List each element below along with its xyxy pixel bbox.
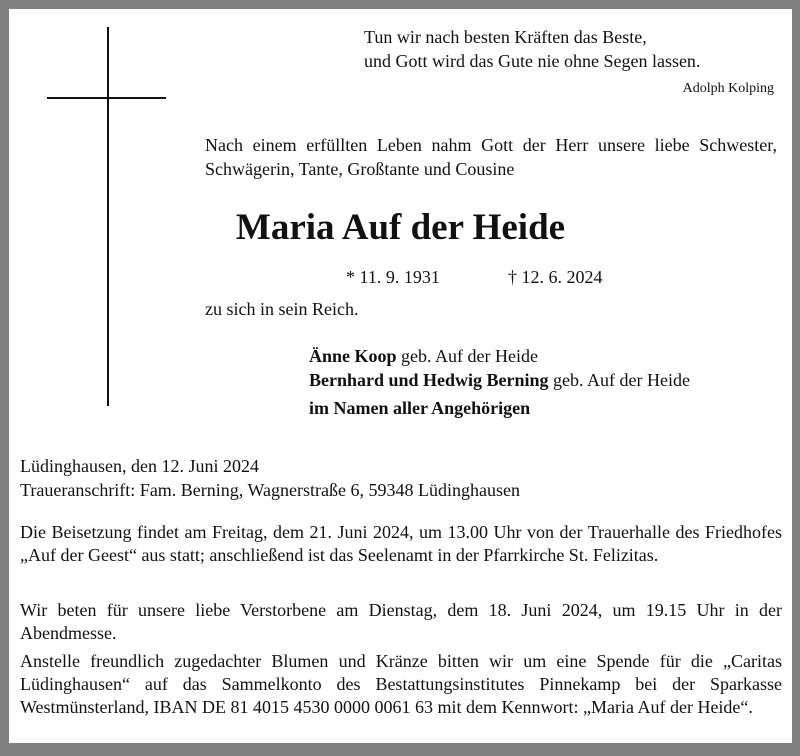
mourner-line-3 xyxy=(309,398,530,419)
birth-date: * 11. 9. 1931 xyxy=(346,267,440,287)
mourner-name: Änne Koop xyxy=(309,346,397,366)
place-date: Lüdinghausen, den 12. Juni 2024 xyxy=(20,456,259,476)
quote xyxy=(364,25,700,73)
mourner-name: Bernhard und Hedwig Berning xyxy=(309,370,549,390)
intro-text: Nach einem erfüllten Leben nahm Gott der Herr unsere liebe Schwester, Schwägerin, Tante, Großtante und Cousine xyxy=(205,135,777,179)
closing-phrase: zu sich in sein Reich. xyxy=(205,299,359,319)
mourner-line-1 xyxy=(309,346,538,367)
obituary-card xyxy=(9,9,792,743)
mourner-name: im Namen aller Angehörigen xyxy=(309,398,531,418)
funeral-paragraph: Die Beisetzung findet am Freitag, dem 21. Juni 2024, um 13.00 Uhr von der Trauerhalle des Friedhofes „Auf der Geest“ aus statt; anschließend ist das Seelenamt in der Pfarrkirche St. Felizitas. xyxy=(20,522,782,565)
mourner-suffix: geb. Auf der Heide xyxy=(548,370,690,390)
mass-paragraph: Wir beten für unsere liebe Verstorbene am Dienstag, dem 18. Juni 2024, um 19.15 Uhr in der Abendmesse. xyxy=(20,600,782,643)
mourner-line-2 xyxy=(309,370,690,391)
cross-horizontal-bar xyxy=(47,97,166,99)
donation-paragraph: Anstelle freundlich zugedachter Blumen und Kränze bitten wir um eine Spende für die „Caritas Lüdinghausen“ auf das Sammelkonto des Bestattungsinstitutes Pinnekamp bei der Sparkasse Westmünsterland, IBAN DE 81 4015 4530 0000 0061 63 mit dem Kennwort: „Maria Auf der Heide“. xyxy=(20,651,782,717)
quote-line-2: und Gott wird das Gute nie ohne Segen lassen. xyxy=(364,51,701,71)
death-date: † 12. 6. 2024 xyxy=(508,267,603,287)
quote-author: Adolph Kolping xyxy=(682,81,774,96)
deceased-name: Maria Auf der Heide xyxy=(235,207,566,248)
mourner-suffix: geb. Auf der Heide xyxy=(396,346,538,366)
quote-line-1: Tun wir nach besten Kräften das Beste, xyxy=(364,27,647,47)
mourning-address: Traueranschrift: Fam. Berning, Wagnerstraße 6, 59348 Lüdinghausen xyxy=(20,480,520,500)
